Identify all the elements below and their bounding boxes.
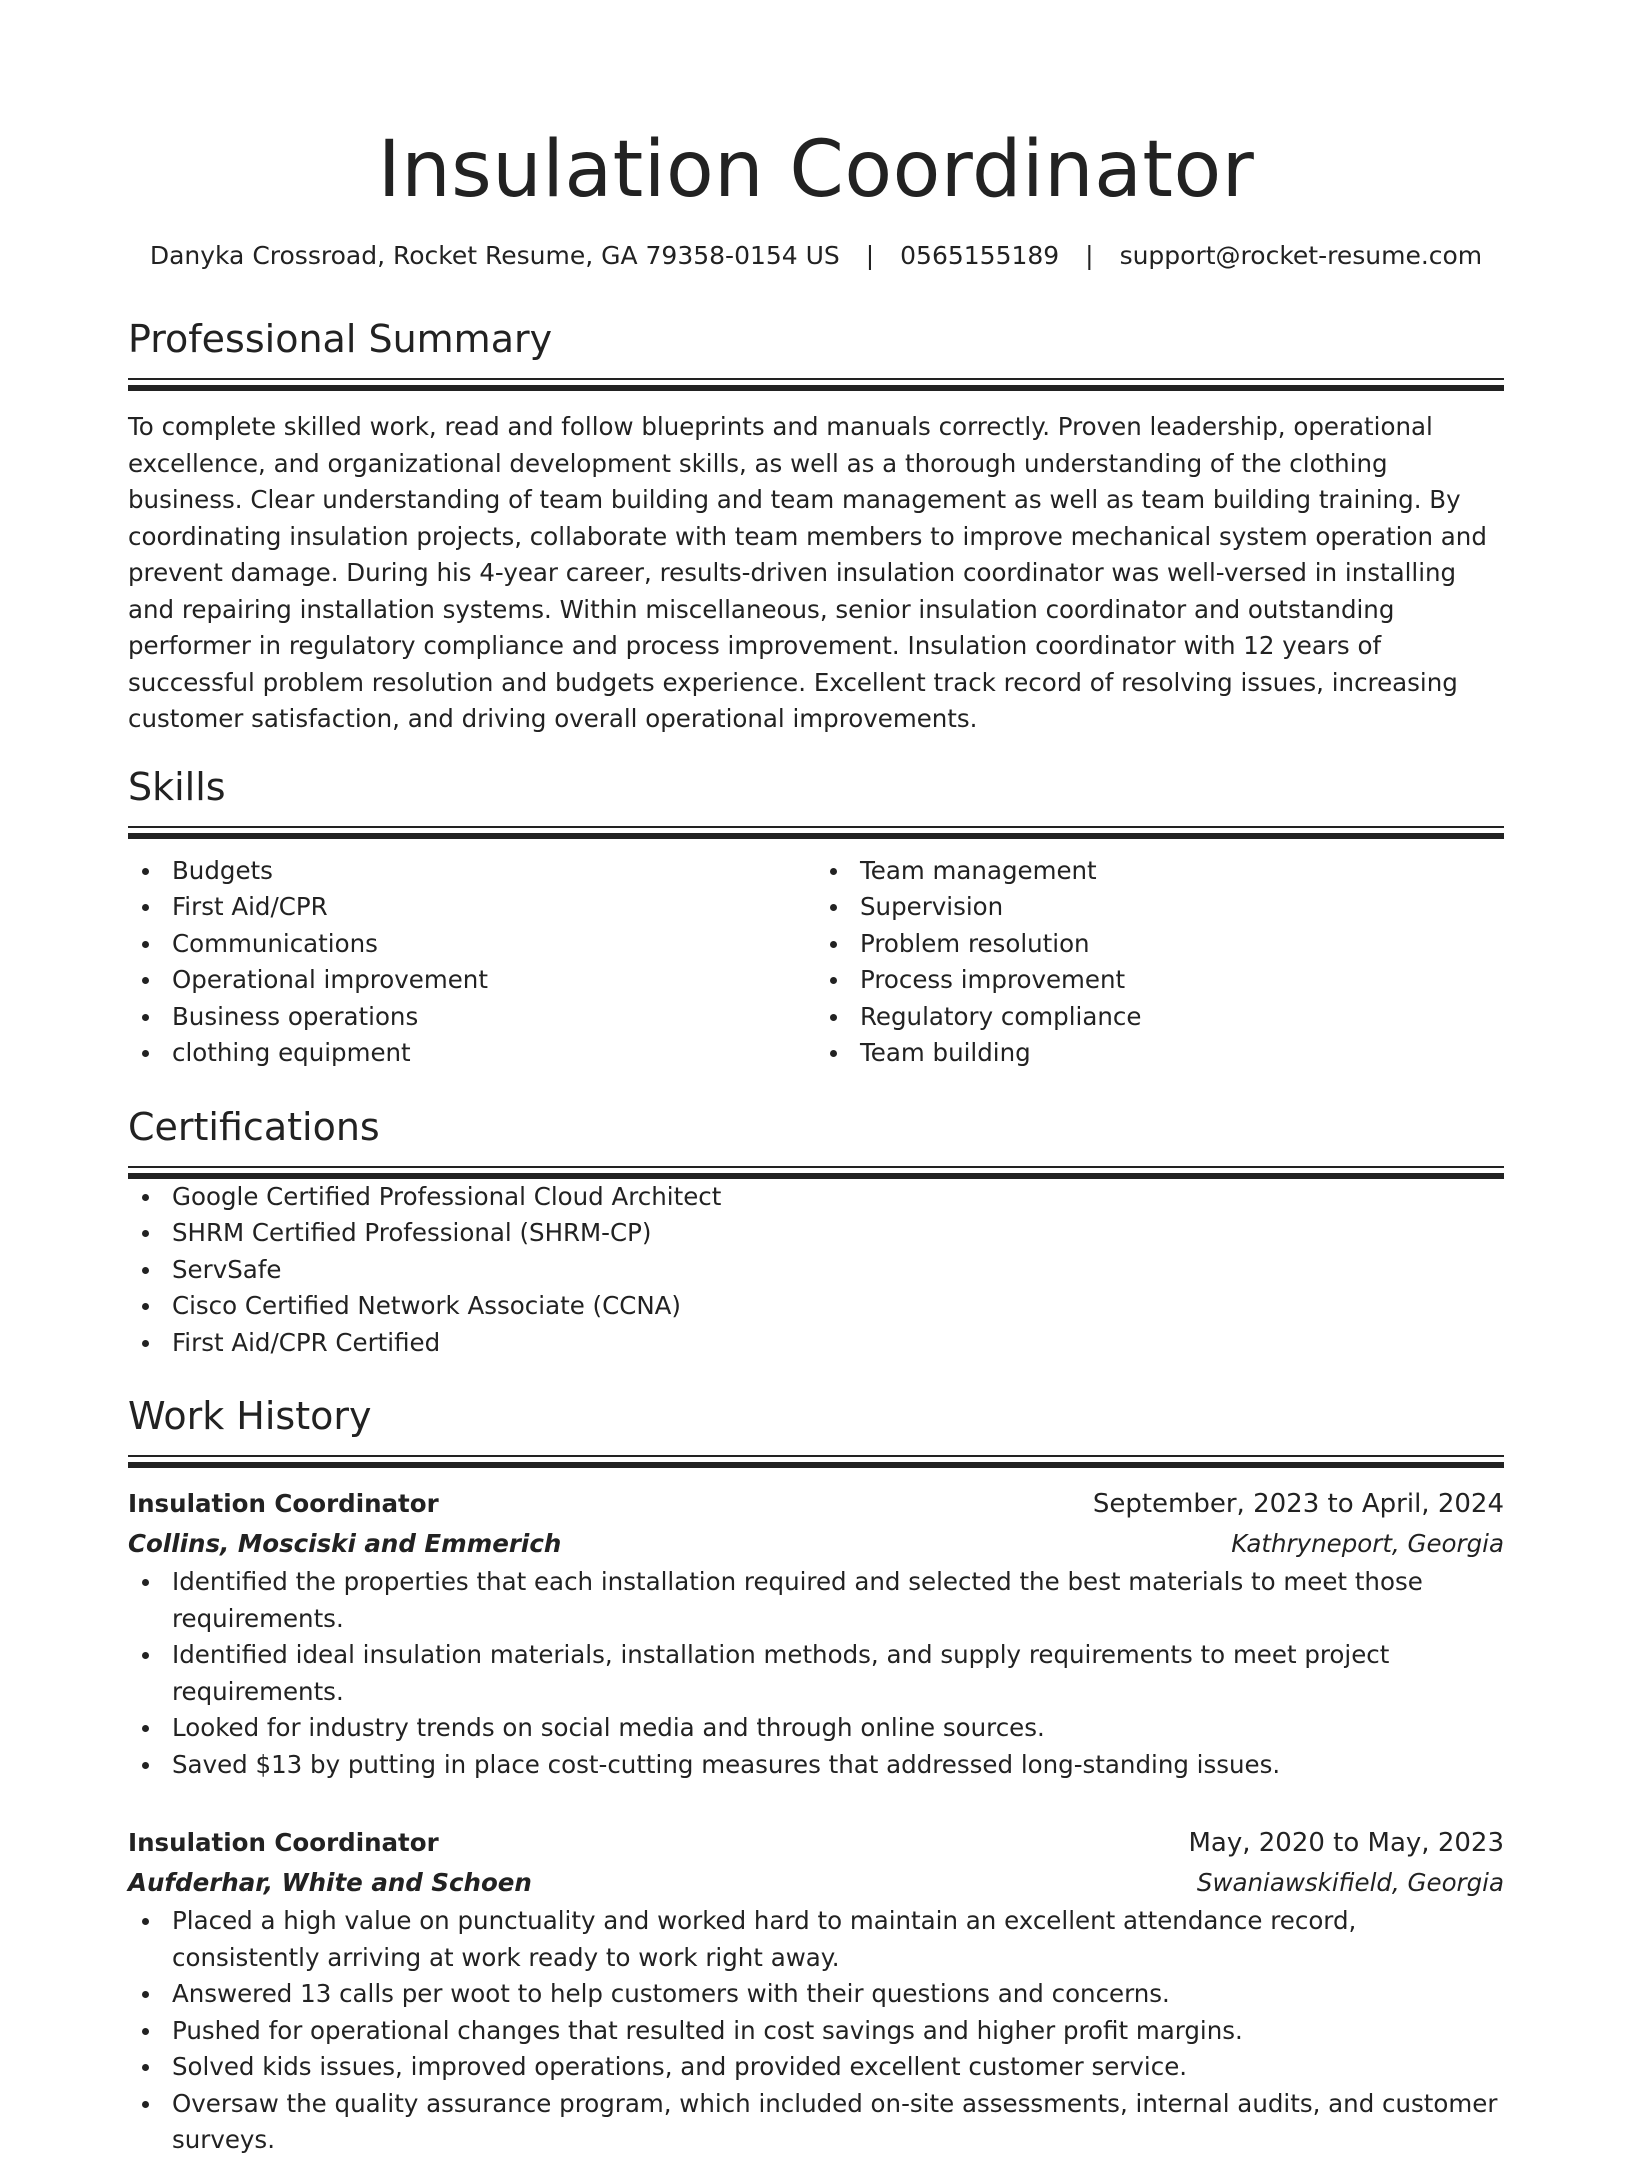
certifications-list — [128, 1179, 1504, 1362]
job-duty-item: Pushed for operational changes that resulted in cost savings and higher profit margins. — [128, 2013, 1504, 2050]
contact-separator: | — [865, 241, 875, 270]
job-duties-list — [128, 1564, 1504, 1783]
contact-line — [128, 238, 1504, 274]
summary-text: To complete skilled work, read and follow blueprints and manuals correctly. Proven leadership, operational excellence, and organizational development skills, as well as a thorough understanding of the clothing business. Clear understanding of team building and team management as well as team building training. By coordinating insulation projects, collaborate with team members to improve mechanical system operation and prevent damage. During his 4-year career, results-driven insulation coordinator was well-versed in installing and repairing installation systems. Within miscellaneous, senior insulation coordinator and outstanding performer in regulatory compliance and process improvement. Insulation coordinator with 12 years of successful problem resolution and budgets experience. Excellent track record of resolving issues, increasing customer satisfaction, and driving overall operational improvements. — [128, 412, 1487, 733]
skills-list-right — [816, 853, 1504, 1072]
job-company: Aufderhar, White and Schoen — [128, 1868, 532, 1897]
job-duty-item: Looked for industry trends on social media and through online sources. — [128, 1710, 1504, 1747]
job-duty-item: Oversaw the quality assurance program, which included on-site assessments, internal audits, and customer surveys. — [128, 2086, 1504, 2159]
job-duty-item: Saved $13 by putting in place cost-cutting measures that addressed long-standing issues. — [128, 1747, 1504, 1784]
skill-item: Operational improvement — [128, 962, 816, 999]
skills-column-left — [128, 853, 816, 1072]
section-divider-thin — [128, 826, 1504, 828]
work-history-section — [128, 1391, 1504, 2159]
job-duty-item: Placed a high value on punctuality and worked hard to maintain an excellent attendance record, consistently arriving at work ready to work right away. — [128, 1903, 1504, 1976]
certifications-section — [128, 1102, 1504, 1362]
skill-item: Team management — [816, 853, 1504, 890]
section-divider-thick — [128, 833, 1504, 839]
job-location: Swaniawskifield, Georgia — [1196, 1868, 1504, 1897]
section-divider-thin — [128, 1166, 1504, 1168]
job-subheader-row — [128, 1863, 1504, 1903]
job-subheader-row — [128, 1524, 1504, 1564]
section-heading: Professional Summary — [128, 317, 553, 361]
job-entry — [128, 1823, 1504, 2159]
skill-item: clothing equipment — [128, 1035, 816, 1072]
job-header-row — [128, 1823, 1504, 1863]
skills-grid — [128, 853, 1504, 1072]
skill-item: Business operations — [128, 999, 816, 1036]
job-duty-item: Identified the properties that each installation required and selected the best materials to meet those requirements. — [128, 1564, 1504, 1637]
resume-title: Insulation Coordinator — [377, 125, 1255, 215]
contact-separator: | — [1085, 241, 1094, 270]
job-dates: May, 2020 to May, 2023 — [1188, 1828, 1504, 1858]
job-entry — [128, 1484, 1504, 1783]
certification-item: ServSafe — [128, 1252, 1504, 1289]
skill-item: Process improvement — [816, 962, 1504, 999]
skill-item: Communications — [128, 926, 816, 963]
job-header-row — [128, 1484, 1504, 1524]
job-duty-item: Identified ideal insulation materials, installation methods, and supply requirements to meet project requirements. — [128, 1637, 1504, 1710]
skill-item: Supervision — [816, 889, 1504, 926]
skills-list-left — [128, 853, 816, 1072]
section-divider-thick — [128, 385, 1504, 391]
job-company: Collins, Mosciski and Emmerich — [128, 1529, 562, 1558]
contact-email: support@rocket-resume.com — [1119, 241, 1483, 270]
section-divider-thick — [128, 1462, 1504, 1468]
section-divider-thin — [128, 1455, 1504, 1457]
section-heading: Work History — [128, 1394, 372, 1438]
certification-item: Google Certified Professional Cloud Architect — [128, 1179, 1504, 1216]
skill-item: Budgets — [128, 853, 816, 890]
job-location: Kathryneport, Georgia — [1231, 1529, 1504, 1558]
job-title: Insulation Coordinator — [128, 1489, 439, 1518]
certification-item: First Aid/CPR Certified — [128, 1325, 1504, 1362]
skill-item: Team building — [816, 1035, 1504, 1072]
skill-item: Problem resolution — [816, 926, 1504, 963]
job-duty-item: Answered 13 calls per woot to help customers with their questions and concerns. — [128, 1976, 1504, 2013]
resume-page — [128, 0, 1504, 2159]
section-divider-thin — [128, 378, 1504, 380]
certification-item: SHRM Certified Professional (SHRM-CP) — [128, 1215, 1504, 1252]
professional-summary-section — [128, 314, 1504, 738]
job-title: Insulation Coordinator — [128, 1828, 439, 1857]
job-dates: September, 2023 to April, 2024 — [1092, 1489, 1504, 1519]
skills-column-right — [816, 853, 1504, 1072]
skills-section — [128, 762, 1504, 1072]
contact-phone: 0565155189 — [900, 241, 1060, 270]
contact-address: Danyka Crossroad, Rocket Resume, GA 79358-0154 US — [149, 241, 840, 270]
certification-item: Cisco Certified Network Associate (CCNA) — [128, 1288, 1504, 1325]
section-heading: Certifications — [128, 1104, 380, 1149]
skill-item: First Aid/CPR — [128, 889, 816, 926]
skill-item: Regulatory compliance — [816, 999, 1504, 1036]
section-heading: Skills — [128, 764, 226, 809]
job-duties-list — [128, 1903, 1504, 2159]
job-duty-item: Solved kids issues, improved operations, and provided excellent customer service. — [128, 2049, 1504, 2086]
